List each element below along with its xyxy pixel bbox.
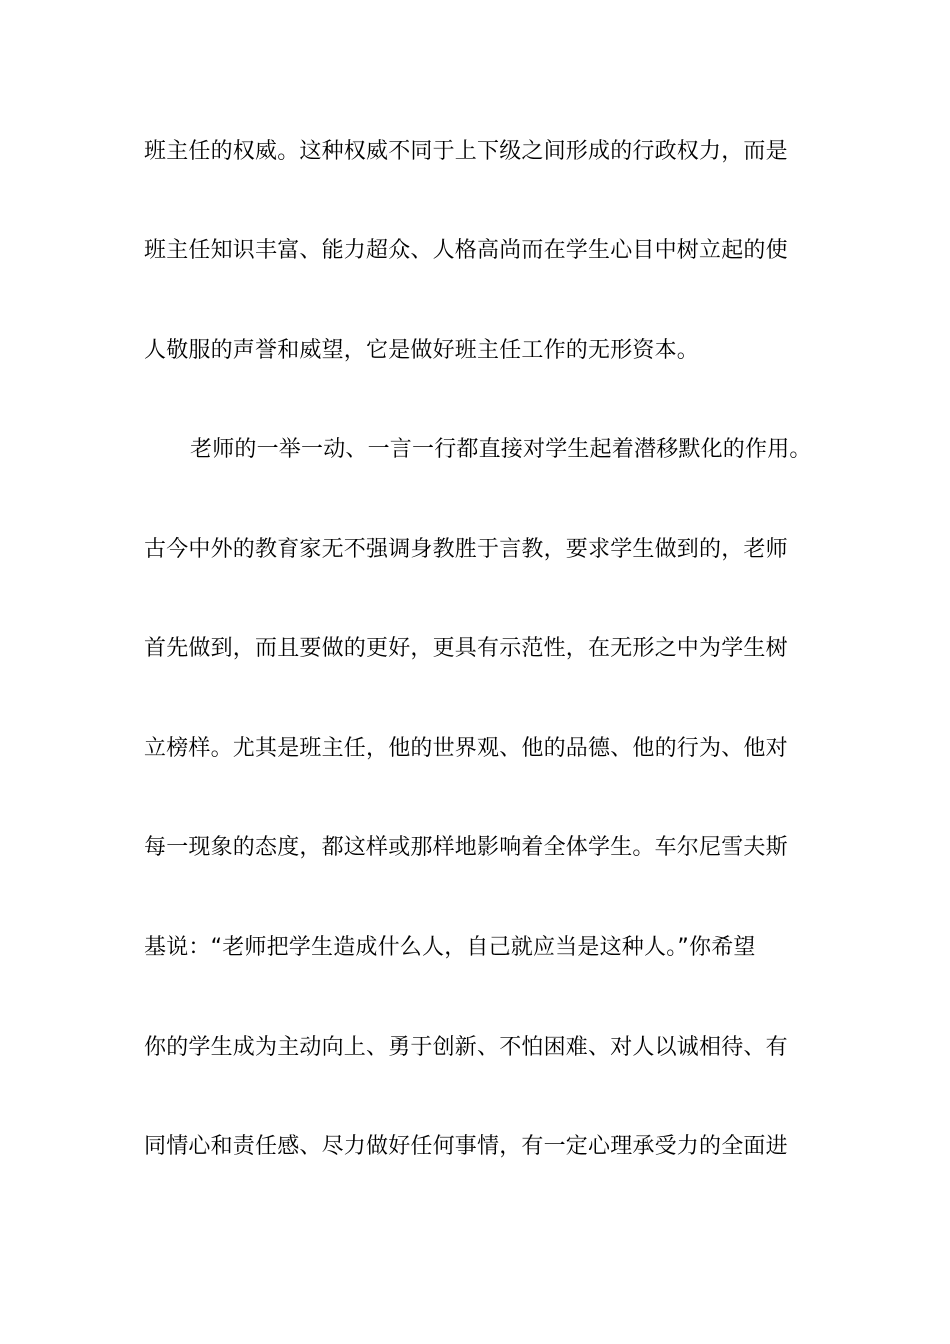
text-line: 班主任的权威。这种权威不同于上下级之间形成的行政权力，而是 [144,139,788,164]
text-line: 同情心和责任感、尽力做好任何事情，有一定心理承受力的全面进 [144,1134,788,1159]
text-line: 基说：“老师把学生造成什么人，自己就应当是这种人。”你希望 [144,935,756,960]
text-line: 首先做到，而且要做的更好，更具有示范性，在无形之中为学生树 [144,636,788,661]
text-line: 班主任知识丰富、能力超众、人格高尚而在学生心目中树立起的使 [144,238,788,263]
text-line: 每一现象的态度，都这样或那样地影响着全体学生。车尔尼雪夫斯 [144,835,788,860]
text-line: 人敬服的声誉和威望，它是做好班主任工作的无形资本。 [144,338,700,363]
text-line: 你的学生成为主动向上、勇于创新、不怕困难、对人以诚相待、有 [144,1035,788,1060]
text-line: 古今中外的教育家无不强调身教胜于言教，要求学生做到的，老师 [144,537,788,562]
text-line: 立榜样。尤其是班主任，他的世界观、他的品德、他的行为、他对 [144,736,788,761]
paragraph-first-line: 老师的一举一动、一言一行都直接对学生起着潜移默化的作用。 [190,437,812,462]
